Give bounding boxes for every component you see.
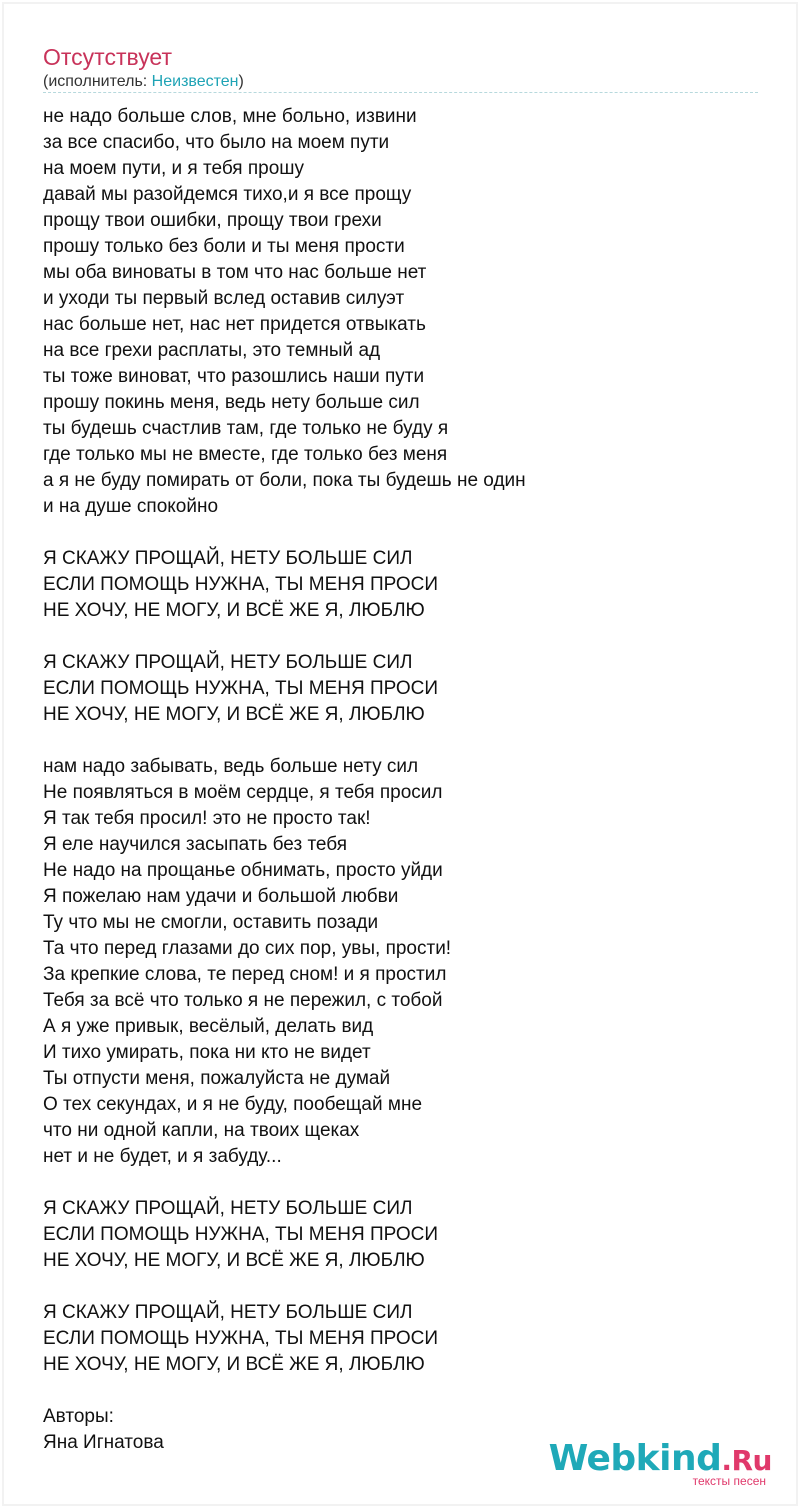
lyric-line: Та что перед глазами до сих пор, увы, прости! — [43, 938, 452, 959]
stanza-break — [43, 728, 763, 754]
logo-tld-text: .Ru — [721, 1444, 772, 1477]
lyric-line: за все спасибо, что было на моем пути — [43, 132, 390, 153]
lyric-line: на все грехи расплаты, это темный ад — [43, 340, 381, 361]
lyric-line: на моем пути, и я тебя прошу — [43, 158, 305, 179]
lyric-line: ЕСЛИ ПОМОЩЬ НУЖНА, ТЫ МЕНЯ ПРОСИ — [43, 1328, 439, 1349]
lyric-line: И тихо умирать, пока ни кто не видет — [43, 1042, 371, 1063]
lyric-line: НЕ ХОЧУ, НЕ МОГУ, И ВСЁ ЖЕ Я, ЛЮБЛЮ — [43, 1250, 425, 1271]
lyric-line: ЕСЛИ ПОМОЩЬ НУЖНА, ТЫ МЕНЯ ПРОСИ — [43, 1224, 439, 1245]
stanza-break — [43, 520, 763, 546]
lyric-line: Ту что мы не смогли, оставить позади — [43, 912, 379, 933]
lyric-line: нас больше нет, нас нет придется отвыкать — [43, 314, 426, 335]
lyric-line: где только мы не вместе, где только без меня — [43, 444, 448, 465]
artist-prefix: (исполнитель: — [43, 73, 152, 90]
lyric-line: нам надо забывать, ведь больше нету сил — [43, 756, 419, 777]
lyric-line: НЕ ХОЧУ, НЕ МОГУ, И ВСЁ ЖЕ Я, ЛЮБЛЮ — [43, 600, 425, 621]
lyric-line: НЕ ХОЧУ, НЕ МОГУ, И ВСЁ ЖЕ Я, ЛЮБЛЮ — [43, 704, 425, 725]
artist-line — [43, 72, 244, 92]
lyric-line: что ни одной капли, на твоих щеках — [43, 1120, 360, 1141]
lyric-line: не надо больше слов, мне больно, извини — [43, 106, 417, 127]
lyric-line: а я не буду помирать от боли, пока ты будешь не один — [43, 470, 526, 491]
lyric-line: прощу твои ошибки, прощу твои грехи — [43, 210, 382, 231]
lyric-line: Ты отпусти меня, пожалуйста не думай — [43, 1068, 391, 1089]
lyric-line: и на душе спокойно — [43, 496, 219, 517]
webkind-logo[interactable] — [549, 1440, 772, 1488]
title-divider — [43, 92, 758, 93]
lyric-line: Не надо на прощанье обнимать, просто уйди — [43, 860, 443, 881]
lyric-line: ты тоже виноват, что разошлись наши пути — [43, 366, 425, 387]
lyric-line: За крепкие слова, те перед сном! и я простил — [43, 964, 447, 985]
stanza-break — [43, 1274, 763, 1300]
lyric-line: прошу покинь меня, ведь нету больше сил — [43, 392, 420, 413]
logo-main-text: Webkind — [548, 1438, 722, 1479]
author-name: Яна Игнатова — [43, 1432, 164, 1453]
song-title: Отсутствует — [43, 44, 172, 70]
lyric-line: прошу только без боли и ты меня прости — [43, 236, 405, 257]
logo-tagline: тексты песен — [692, 1474, 766, 1488]
lyric-line: и уходи ты первый вслед оставив силуэт — [43, 288, 405, 309]
lyric-line: О тех секундах, и я не буду, пообещай мне — [43, 1094, 423, 1115]
lyric-line: А я уже привык, весёлый, делать вид — [43, 1016, 374, 1037]
authors-label: Авторы: — [43, 1406, 114, 1427]
lyrics-block — [43, 104, 763, 1378]
lyric-line: нет и не будет, и я забуду... — [43, 1146, 282, 1167]
lyric-line: Не появляться в моём сердце, я тебя просил — [43, 782, 443, 803]
stanza-break — [43, 624, 763, 650]
lyric-line: Я пожелаю нам удачи и большой любви — [43, 886, 399, 907]
lyric-line: ЕСЛИ ПОМОЩЬ НУЖНА, ТЫ МЕНЯ ПРОСИ — [43, 678, 439, 699]
lyric-line: Я так тебя просил! это не просто так! — [43, 808, 371, 829]
artist-suffix: ) — [238, 73, 244, 90]
lyric-line: давай мы разойдемся тихо,и я все прощу — [43, 184, 412, 205]
lyric-line: НЕ ХОЧУ, НЕ МОГУ, И ВСЁ ЖЕ Я, ЛЮБЛЮ — [43, 1354, 425, 1375]
lyric-line: ЕСЛИ ПОМОЩЬ НУЖНА, ТЫ МЕНЯ ПРОСИ — [43, 574, 439, 595]
lyric-line: Я еле научился засыпать без тебя — [43, 834, 348, 855]
lyric-line: Тебя за всё что только я не пережил, с тобой — [43, 990, 443, 1011]
stanza-break — [43, 1170, 763, 1196]
authors-block — [43, 1404, 164, 1456]
lyric-line: Я СКАЖУ ПРОЩАЙ, НЕТУ БОЛЬШЕ СИЛ — [43, 1302, 413, 1323]
lyric-line: Я СКАЖУ ПРОЩАЙ, НЕТУ БОЛЬШЕ СИЛ — [43, 548, 413, 569]
lyric-line: мы оба виноваты в том что нас больше нет — [43, 262, 427, 283]
lyric-line: Я СКАЖУ ПРОЩАЙ, НЕТУ БОЛЬШЕ СИЛ — [43, 1198, 413, 1219]
artist-link[interactable]: Неизвестен — [151, 73, 239, 90]
lyric-line: Я СКАЖУ ПРОЩАЙ, НЕТУ БОЛЬШЕ СИЛ — [43, 652, 413, 673]
lyric-line: ты будешь счастлив там, где только не буду я — [43, 418, 449, 439]
